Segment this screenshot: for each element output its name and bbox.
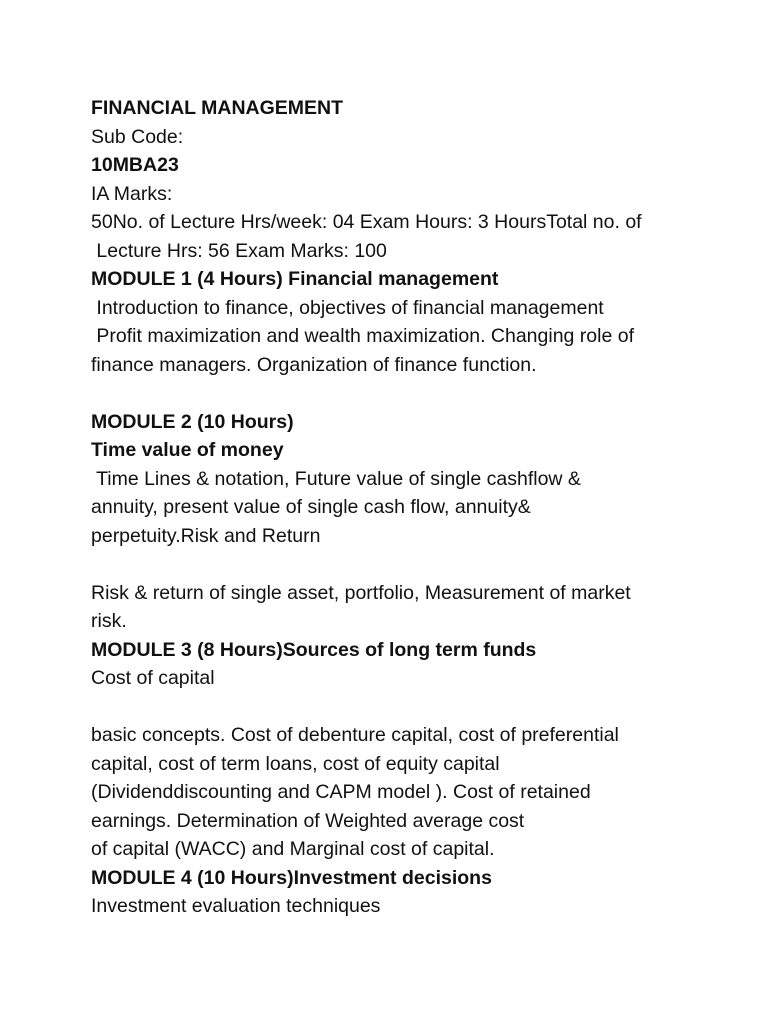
document-title: FINANCIAL MANAGEMENT xyxy=(91,97,344,119)
module-3-text-line: (Dividenddiscounting and CAPM model ). Cost of retained xyxy=(91,781,591,803)
module-3-text-line: basic concepts. Cost of debenture capital, cost of preferential xyxy=(91,724,619,746)
module-3-text-line: capital, cost of term loans, cost of equity capital xyxy=(91,752,500,775)
module-2-heading: MODULE 2 (10 Hours) xyxy=(91,410,294,433)
sub-code-value: 10MBA23 xyxy=(91,154,179,176)
sub-code-label: Sub Code: xyxy=(91,125,184,148)
module-1-text-line: Profit maximization and wealth maximization. Changing role of xyxy=(91,325,635,347)
blank-line xyxy=(91,693,731,722)
module-3-text-line: Cost of capital xyxy=(91,667,215,689)
module-4-text-line: Investment evaluation techniques xyxy=(91,895,381,917)
module-2-text-line: Time Lines & notation, Future value of single cashflow & xyxy=(91,467,581,490)
module-2-text-line: risk. xyxy=(91,610,127,632)
module-3-heading: MODULE 3 (8 Hours)Sources of long term funds xyxy=(91,638,537,661)
module-3-text-line: of capital (WACC) and Marginal cost of capital. xyxy=(91,838,495,860)
document-body xyxy=(91,94,731,921)
module-1-text-line: finance managers. Organization of finance function. xyxy=(91,353,537,376)
course-details-line: 50No. of Lecture Hrs/week: 04 Exam Hours: 3 HoursTotal no. of xyxy=(91,211,642,233)
module-4-heading: MODULE 4 (10 Hours)Investment decisions xyxy=(91,866,492,889)
module-3-text-line: earnings. Determination of Weighted average cost xyxy=(91,809,525,832)
module-2-text-line: Risk & return of single asset, portfolio, Measurement of market xyxy=(91,581,631,604)
module-2-text-line: annuity, present value of single cash flow, annuity& xyxy=(91,496,531,518)
course-details-line: Lecture Hrs: 56 Exam Marks: 100 xyxy=(91,239,387,262)
blank-line xyxy=(91,550,731,579)
ia-marks-label: IA Marks: xyxy=(91,182,173,205)
module-1-text-line: Introduction to finance, objectives of financial management xyxy=(91,296,604,319)
module-1-heading: MODULE 1 (4 Hours) Financial management xyxy=(91,268,499,290)
module-2-subheading: Time value of money xyxy=(91,439,284,461)
blank-line xyxy=(91,379,731,408)
module-2-text-line: perpetuity.Risk and Return xyxy=(91,524,321,547)
